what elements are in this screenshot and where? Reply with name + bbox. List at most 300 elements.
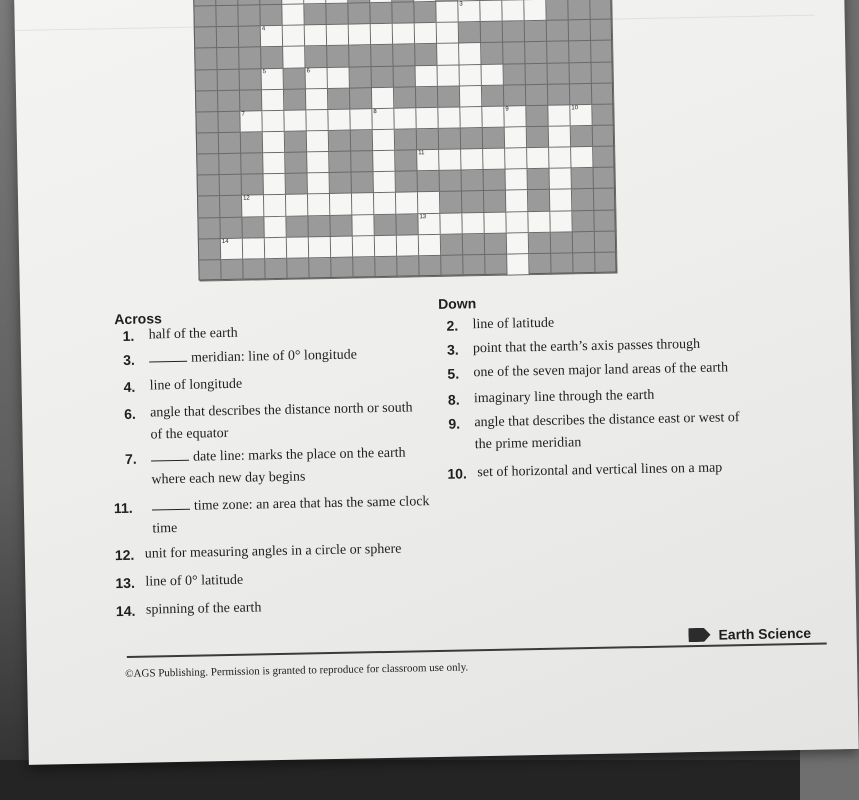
grid-clue-number: 6 [306,67,311,74]
down-heading: Down [437,295,477,312]
grid-cell [305,46,327,68]
grid-cell [375,257,397,279]
grid-cell [282,5,304,27]
grid-cell [547,21,569,43]
desk-shadow [0,760,800,800]
clue-text: point that the earth’s axis passes through [472,336,701,357]
clue-text: set of horizontal and vertical lines on a map [477,460,723,481]
grid-cell [570,105,592,127]
grid-cell [438,107,460,129]
clue-text: line of longitude [149,376,243,394]
grid-cell [505,148,527,170]
across-clue-11 [114,491,441,541]
grid-cell [395,129,417,151]
grid-cell [594,168,616,190]
grid-cell [529,232,551,254]
grid-cell [305,25,327,47]
grid-cell [571,147,593,169]
grid-cell [418,192,440,214]
grid-cell [243,259,265,281]
clue-number: 11. [113,499,133,517]
grid-cell [240,90,262,112]
grid-cell [285,153,307,175]
grid-cell [349,24,371,46]
grid-cell [287,258,309,280]
grid-cell [419,235,441,257]
grid-cell [504,85,526,107]
grid-cell [262,68,284,90]
grid-cell [415,23,437,45]
clue-text: angle that describes the distance north or south of the equator [150,400,413,443]
grid-cell [306,68,328,90]
down-clue-10 [447,456,787,485]
grid-cell [261,47,283,69]
grid-cell [304,4,326,26]
grid-clue-number: 9 [505,106,509,113]
grid-cell [594,189,616,211]
grid-cell [372,66,394,88]
grid-cell [283,47,305,69]
grid-cell [352,172,374,194]
grid-cell [284,89,306,111]
grid-cell [505,127,527,149]
grid-cell [548,105,570,127]
grid-cell [197,133,219,155]
across-clue-12 [115,537,475,566]
grid-cell [417,150,439,172]
grid-cell [263,132,285,154]
grid-cell [573,232,595,254]
grid-cell [459,43,481,65]
grid-cell [239,48,261,70]
clue-number: 5. [447,365,460,382]
grid-cell [484,191,506,213]
grid-cell [264,216,286,238]
grid-cell [506,169,528,191]
grid-cell [483,128,505,150]
grid-cell [219,154,241,176]
answer-blank [149,349,187,363]
grid-cell [243,238,265,260]
grid-cell [309,237,331,259]
grid-clue-number: 10 [571,105,579,112]
clue-number: 3. [446,341,459,358]
grid-clue-number: 4 [261,26,266,33]
grid-cell [327,25,349,47]
clue-text: time zone: an area that has the same clock time [152,494,430,537]
grid-cell [595,231,617,253]
grid-cell [529,254,551,276]
brand-mark [688,625,811,643]
grid-cell [573,253,595,275]
grid-cell [395,150,417,172]
grid-cell [242,175,264,197]
grid-cell [262,111,284,133]
clue-number: 10. [447,465,467,482]
clue-text: half of the earth [148,325,238,343]
grid-cell [397,256,419,278]
grid-cell [392,2,414,24]
grid-cell [242,196,264,218]
grid-cell [460,86,482,108]
grid-cell [595,252,617,274]
grid-cell [375,235,397,257]
grid-cell [196,91,218,113]
grid-cell [481,43,503,65]
grid-cell [440,192,462,214]
grid-cell [526,63,548,85]
grid-cell [506,212,528,234]
clue-text: angle that describes the distance east or west of the prime meridian [474,410,740,453]
grid-cell [198,196,220,218]
grid-cell [307,152,329,174]
grid-clue-number: 8 [373,108,377,115]
clue-number: 9. [448,415,461,432]
grid-clue-number: 3 [459,1,463,8]
grid-cell [461,149,483,171]
grid-cell [462,191,484,213]
grid-cell [416,87,438,109]
grid-cell [260,5,282,27]
grid-cell [462,213,484,235]
grid-cell [572,210,594,232]
grid-cell [327,46,349,68]
footer-rule [127,643,827,658]
grid-cell [240,111,262,133]
brand-title: Earth Science [718,624,812,643]
down-clue-9 [448,407,759,457]
grid-cell [264,195,286,217]
grid-cell [241,153,263,175]
grid-cell [568,0,590,21]
grid-cell [308,173,330,195]
grid-cell [265,237,287,259]
down-clue-3 [447,333,747,361]
clue-number: 4. [123,378,136,395]
grid-cell [549,126,571,148]
grid-cell [458,1,480,23]
grid-cell [218,90,240,112]
clue-text: imaginary line through the earth [473,387,655,407]
grid-cell [261,26,283,48]
grid-cell [438,86,460,108]
grid-cell [461,128,483,150]
clue-number: 3. [122,351,135,368]
grid-cell [504,64,526,86]
grid-cell [483,149,505,171]
grid-cell [242,217,264,239]
grid-cell [330,173,352,195]
grid-cell [460,107,482,129]
grid-cell [551,232,573,254]
clue-number: 6. [124,405,136,422]
grid-cell [286,174,308,196]
grid-cell [199,239,221,261]
grid-cell [569,41,591,63]
grid-cell [525,21,547,43]
clue-number: 1. [122,327,135,344]
across-clue-14 [116,594,446,622]
grid-cell [241,132,263,154]
clue-text: meridian: line of 0° longitude [190,347,358,366]
grid-cell [526,106,548,128]
grid-cell [463,255,485,277]
grid-cell [416,108,438,130]
grid-cell [546,0,568,21]
grid-cell [416,65,438,87]
clue-text: spinning of the earth [145,600,262,618]
grid-cell [503,21,525,43]
grid-cell [396,193,418,215]
grid-cell [528,169,550,191]
book-arrow-icon [688,628,710,642]
grid-cell [527,127,549,149]
grid-cell [220,217,242,239]
grid-cell [438,65,460,87]
grid-cell [307,131,329,153]
grid-cell [198,175,220,197]
grid-cell [570,62,592,84]
grid-cell [548,84,570,106]
grid-cell [196,70,218,92]
grid-cell [284,110,306,132]
grid-cell [394,87,416,109]
grid-cell [440,213,462,235]
grid-clue-number: 14 [221,238,229,245]
grid-cell [550,169,572,191]
grid-cell [571,126,593,148]
grid-cell [441,234,463,256]
grid-cell [195,27,217,49]
grid-cell [352,215,374,237]
grid-cell [507,233,529,255]
grid-cell [287,237,309,259]
grid-cell [286,216,308,238]
crossword-grid [193,0,617,281]
grid-cell [528,211,550,233]
across-clue-13 [115,566,445,594]
grid-clue-number: 13 [419,213,427,220]
grid-cell [482,85,504,107]
grid-cell [196,112,218,134]
grid-cell [418,171,440,193]
grid-cell [394,108,416,130]
grid-cell [306,89,328,111]
grid-cell [548,63,570,85]
grid-cell [329,152,351,174]
grid-cell [199,260,221,282]
clue-text: one of the seven major land areas of the earth [473,360,729,381]
grid-cell [439,150,461,172]
grid-cell [525,42,547,64]
grid-cell [240,69,262,91]
grid-cell [481,22,503,44]
grid-cell [506,191,528,213]
grid-cell [482,64,504,86]
grid-cell [328,109,350,131]
grid-cell [440,171,462,193]
grid-cell [264,174,286,196]
grid-cell [221,238,243,260]
grid-cell [459,22,481,44]
grid-cell [371,24,393,46]
clue-text: line of latitude [472,315,555,333]
grid-cell [349,46,371,68]
grid-cell [551,253,573,275]
grid-cell [482,106,504,128]
grid-cell [572,168,594,190]
grid-cell [462,170,484,192]
clue-number: 12. [114,546,135,564]
grid-cell [414,2,436,24]
grid-cell [220,175,242,197]
grid-cell [217,27,239,49]
grid-cell [572,189,594,211]
grid-cell [262,90,284,112]
grid-cell [329,131,351,153]
grid-cell [348,3,370,25]
clue-text: unit for measuring angles in a circle or sphere [144,541,402,562]
grid-cell [569,20,591,42]
clue-number: 14. [115,602,136,620]
grid-cell [437,23,459,45]
grid-cell [503,43,525,65]
grid-cell [393,24,415,46]
clue-number: 13. [115,574,136,592]
down-clue-5 [447,357,767,385]
across-heading: Across [114,310,162,328]
grid-cell [550,190,572,212]
grid-cell [592,83,614,105]
grid-cell [502,0,524,22]
grid-cell [283,26,305,48]
grid-cell [352,194,374,216]
grid-cell [463,234,485,256]
grid-cell [351,130,373,152]
grid-cell [485,233,507,255]
grid-cell [374,193,396,215]
grid-cell [238,5,260,27]
grid-cell [419,256,441,278]
worksheet-page [14,0,859,765]
grid-cell [590,0,612,20]
grid-cell [308,194,330,216]
grid-cell [373,151,395,173]
grid-cell [396,214,418,236]
grid-cell [550,211,572,233]
clue-number: 2. [446,317,459,334]
grid-clue-number: 5 [262,68,267,75]
grid-cell [593,147,615,169]
grid-cell [221,259,243,281]
grid-cell [351,151,373,173]
grid-cell [285,131,307,153]
grid-cell [524,0,546,21]
grid-cell [284,68,306,90]
grid-cell [372,109,394,131]
grid-cell [330,215,352,237]
grid-cell [197,154,219,176]
answer-blank [151,448,189,462]
grid-cell [397,235,419,257]
grid-cell [418,213,440,235]
grid-clue-number: 12 [242,195,250,203]
grid-cell [570,84,592,106]
grid-cell [593,125,615,147]
grid-cell [219,133,241,155]
grid-cell [370,3,392,25]
grid-cell [396,172,418,194]
grid-cell [373,130,395,152]
grid-cell [330,194,352,216]
grid-cell [328,67,350,89]
grid-cell [436,2,458,24]
grid-cell [591,20,613,42]
grid-cell [460,65,482,87]
grid-cell [484,212,506,234]
grid-cell [308,216,330,238]
grid-cell [306,110,328,132]
grid-cell [528,190,550,212]
grid-cell [374,172,396,194]
grid-cell [484,170,506,192]
clue-text: line of 0° latitude [145,572,244,590]
grid-cell [441,255,463,277]
grid-cell [263,153,285,175]
answer-blank [152,497,190,511]
grid-clue-number: 11 [418,150,425,157]
grid-cell [372,87,394,109]
grid-cell [198,218,220,240]
grid-cell [195,49,217,71]
across-clue-6 [124,397,425,447]
grid-cell [331,236,353,258]
grid-clue-number: 7 [241,111,245,118]
grid-cell [328,88,350,110]
clue-number: 8. [447,391,460,408]
grid-cell [526,84,548,106]
grid-cell [393,45,415,67]
grid-cell [350,67,372,89]
grid-cell [549,147,571,169]
grid-cell [437,44,459,66]
clue-number: 7. [124,450,137,467]
grid-cell [350,109,372,131]
grid-cell [371,45,393,67]
grid-cell [394,66,416,88]
grid-cell [218,69,240,91]
grid-cell [592,104,614,126]
grid-cell [415,44,437,66]
clue-text: date line: marks the place on the earth where each new day begins [151,445,406,488]
grid-cell [353,257,375,279]
grid-cell [480,1,502,23]
grid-cell [439,128,461,150]
grid-cell [218,112,240,134]
across-clue-3 [123,343,453,371]
grid-cell [265,259,287,281]
grid-cell [286,195,308,217]
grid-cell [309,258,331,280]
grid-cell [591,62,613,84]
grid-cell [504,106,526,128]
grid-cell [374,214,396,236]
across-clue-4 [123,370,453,398]
grid-cell [350,88,372,110]
across-clue-7 [125,442,444,492]
grid-cell [326,4,348,26]
grid-cell [220,196,242,218]
